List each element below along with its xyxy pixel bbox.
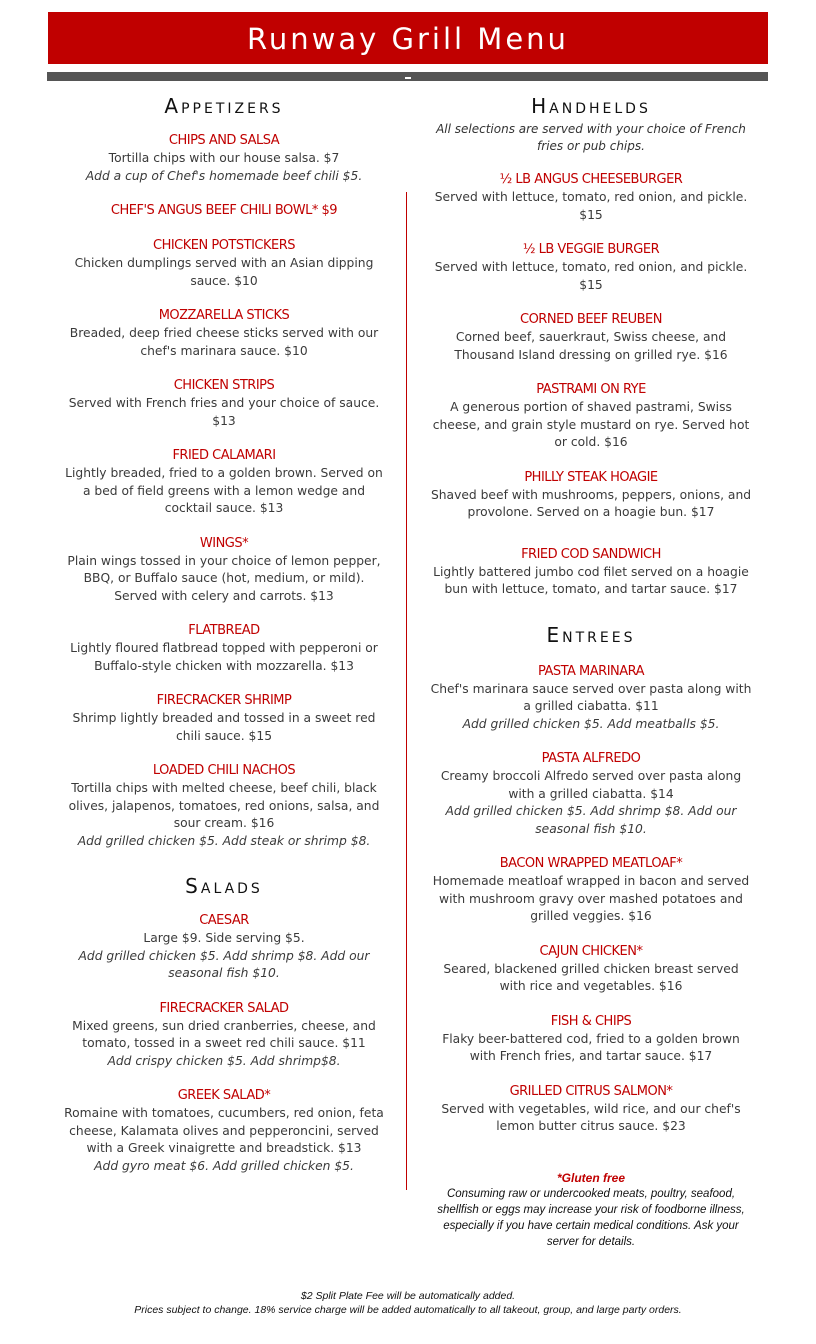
- item-description: Flaky beer-battered cod, fried to a golden brown with French fries, and tartar sauce. $17: [442, 1031, 740, 1063]
- menu-item: [64, 202, 384, 220]
- item-addon: Add grilled chicken $5. Add meatballs $5.: [462, 716, 720, 731]
- item-name: CHICKEN STRIPS: [173, 378, 275, 393]
- menu-item: [64, 692, 384, 745]
- menu-item: [64, 377, 384, 430]
- appetizers-list: [64, 132, 384, 850]
- item-description: Served with vegetables, wild rice, and our chef's lemon butter citrus sauce. $23: [441, 1101, 741, 1133]
- item-name: GRILLED CITRUS SALMON*: [509, 1083, 673, 1099]
- menu-title: Runway Grill Menu: [247, 22, 569, 56]
- item-name: PASTRAMI ON RYE: [536, 382, 646, 397]
- item-description: Breaded, deep fried cheese sticks served with our chef's marinara sauce. $10: [69, 326, 379, 358]
- menu-item: [64, 132, 384, 185]
- item-price: $9: [317, 203, 338, 218]
- item-description: Tortilla chips with our house salsa. $7: [108, 151, 340, 165]
- item-name: FIRECRACKER SALAD: [159, 1000, 289, 1016]
- service-charge-note: Prices subject to change. 18% service charge will be added automatically to all takeout, group, and large party orders.: [134, 1303, 682, 1316]
- item-description: A generous portion of shaved pastrami, Swiss cheese, and grain style mustard on rye. Served hot or cold. $16: [432, 400, 750, 449]
- menu-item: [430, 943, 752, 996]
- item-name: FRIED COD SANDWICH: [521, 546, 661, 562]
- section-heading-appetizers: Appetizers: [164, 94, 284, 118]
- menu-item: [430, 1083, 752, 1136]
- item-name: [64, 202, 384, 220]
- item-name: ½ LB VEGGIE BURGER: [522, 242, 660, 257]
- menu-item: [64, 307, 384, 360]
- left-column: [64, 92, 384, 1175]
- salads-list: [64, 912, 384, 1175]
- footer: [0, 1290, 816, 1317]
- menu-item: [430, 171, 752, 224]
- item-addon: Add grilled chicken $5. Add shrimp $8. Add our seasonal fish $10.: [78, 948, 370, 980]
- item-name: PASTA ALFREDO: [541, 751, 641, 766]
- item-name: CAESAR: [199, 913, 249, 928]
- menu-item: [430, 1013, 752, 1066]
- item-name: PHILLY STEAK HOAGIE: [524, 469, 658, 485]
- menu-item: [430, 241, 752, 294]
- menu-item: [430, 750, 752, 838]
- section-heading-handhelds: Handhelds: [531, 94, 651, 118]
- item-description: Seared, blackened grilled chicken breast served with rice and vegetables. $16: [443, 961, 739, 993]
- column-divider: [406, 192, 407, 1190]
- item-addon: Add gyro meat $6. Add grilled chicken $5.: [94, 1158, 354, 1173]
- title-banner: [48, 12, 768, 64]
- item-name: LOADED CHILI NACHOS: [152, 763, 296, 778]
- menu-item: [430, 663, 752, 734]
- menu-item: [64, 447, 384, 518]
- item-description: Plain wings tossed in your choice of lemon pepper, BBQ, or Buffalo sauce (hot, medium, or mild). Served with celery and carrots. $13: [67, 553, 381, 603]
- gluten-free-title: *Gluten free: [556, 1171, 625, 1185]
- item-description: Large $9. Side serving $5.: [143, 931, 305, 945]
- item-name: BACON WRAPPED MEATLOAF*: [499, 856, 683, 871]
- menu-item: [64, 1087, 384, 1175]
- item-description: Chicken dumplings served with an Asian dipping sauce. $10: [74, 256, 374, 288]
- item-name: MOZZARELLA STICKS: [158, 308, 290, 323]
- menu-item: [64, 912, 384, 983]
- item-name: PASTA MARINARA: [537, 663, 645, 679]
- item-name: WINGS*: [199, 535, 249, 551]
- item-description: Romaine with tomatoes, cucumbers, red onion, feta cheese, Kalamata olives and pepperoncini, served with a Greek vinaigrette and breadstick. $13: [64, 1106, 384, 1155]
- split-plate-fee-note: $2 Split Plate Fee will be automatically added.: [300, 1290, 516, 1302]
- item-addon: Add grilled chicken $5. Add shrimp $8. Add our seasonal fish $10.: [445, 804, 737, 836]
- menu-item: [430, 469, 752, 522]
- handhelds-note: All selections are served with your choice of French fries or pub chips.: [436, 122, 746, 153]
- item-description: Served with French fries and your choice of sauce. $13: [68, 396, 380, 428]
- item-name: FLATBREAD: [188, 623, 260, 638]
- item-name: CHIPS AND SALSA: [168, 133, 280, 148]
- item-description: Mixed greens, sun dried cranberries, cheese, and tomato, tossed in a sweet red chili sauce. $11: [72, 1018, 376, 1050]
- item-description: Corned beef, sauerkraut, Swiss cheese, and Thousand Island dressing on grilled rye. $16: [454, 330, 728, 362]
- menu-item: [64, 622, 384, 675]
- item-addon: Add crispy chicken $5. Add shrimp$8.: [107, 1053, 341, 1068]
- handhelds-list: [430, 171, 752, 599]
- menu-item: [64, 1000, 384, 1071]
- item-name: CAJUN CHICKEN*: [539, 943, 643, 959]
- entrees-list: [430, 663, 752, 1136]
- menu-item: [430, 311, 752, 364]
- item-description: Creamy broccoli Alfredo served over pasta along with a grilled ciabatta. $14: [440, 769, 742, 801]
- item-description: Homemade meatloaf wrapped in bacon and served with mushroom gravy over mashed potatoes and grilled veggies. $16: [432, 874, 750, 923]
- item-name: CORNED BEEF REUBEN: [520, 312, 662, 327]
- menu-item: [430, 546, 752, 599]
- item-name-text: CHEF'S ANGUS BEEF CHILI BOWL*: [110, 203, 318, 218]
- item-description: Shrimp lightly breaded and tossed in a sweet red chili sauce. $15: [72, 711, 376, 743]
- food-safety-warning: Consuming raw or undercooked meats, poultry, seafood, shellfish or eggs may increase your risk of foodborne illness, especially if you have certain medical conditions. Ask your server for details.: [437, 1188, 745, 1248]
- item-description: Lightly breaded, fried to a golden brown. Served on a bed of field greens with a lemon wedge and cocktail sauce. $13: [65, 466, 383, 515]
- item-description: Served with lettuce, tomato, red onion, and pickle. $15: [434, 260, 748, 292]
- section-heading-salads: Salads: [185, 874, 263, 898]
- header-divider-bar: [47, 72, 768, 81]
- gluten-free-notice: [436, 1170, 746, 1250]
- item-description: Lightly floured flatbread topped with pepperoni or Buffalo-style chicken with mozzarella. $13: [70, 641, 378, 673]
- menu-item: [64, 237, 384, 290]
- item-addon: Add a cup of Chef's homemade beef chili $5.: [85, 168, 363, 183]
- menu-item: [430, 855, 752, 926]
- section-heading-entrees: Entrees: [546, 622, 636, 647]
- item-description: Chef's marinara sauce served over pasta along with a grilled ciabatta. $11: [430, 681, 752, 713]
- item-name: GREEK SALAD*: [177, 1088, 271, 1103]
- item-description: Shaved beef with mushrooms, peppers, onions, and provolone. Served on a hoagie bun. $17: [430, 487, 752, 519]
- menu-item: [64, 762, 384, 850]
- item-addon: Add grilled chicken $5. Add steak or shrimp $8.: [77, 833, 371, 848]
- item-name: CHICKEN POTSTICKERS: [153, 238, 295, 253]
- item-name: FIRECRACKER SHRIMP: [156, 693, 292, 708]
- item-description: Served with lettuce, tomato, red onion, and pickle. $15: [434, 190, 748, 222]
- menu-item: [430, 381, 752, 452]
- item-name: ½ LB ANGUS CHEESEBURGER: [499, 172, 683, 187]
- item-name: FRIED CALAMARI: [172, 448, 276, 463]
- menu-item: [64, 535, 384, 606]
- right-column: [430, 92, 752, 1136]
- item-description: Lightly battered jumbo cod filet served on a hoagie bun with lettuce, tomato, and tartar sauce. $17: [433, 564, 749, 596]
- item-description: Tortilla chips with melted cheese, beef chili, black olives, jalapenos, tomatoes, red onions, salsa, and sour cream. $16: [68, 781, 380, 830]
- item-name: FISH & CHIPS: [550, 1013, 632, 1029]
